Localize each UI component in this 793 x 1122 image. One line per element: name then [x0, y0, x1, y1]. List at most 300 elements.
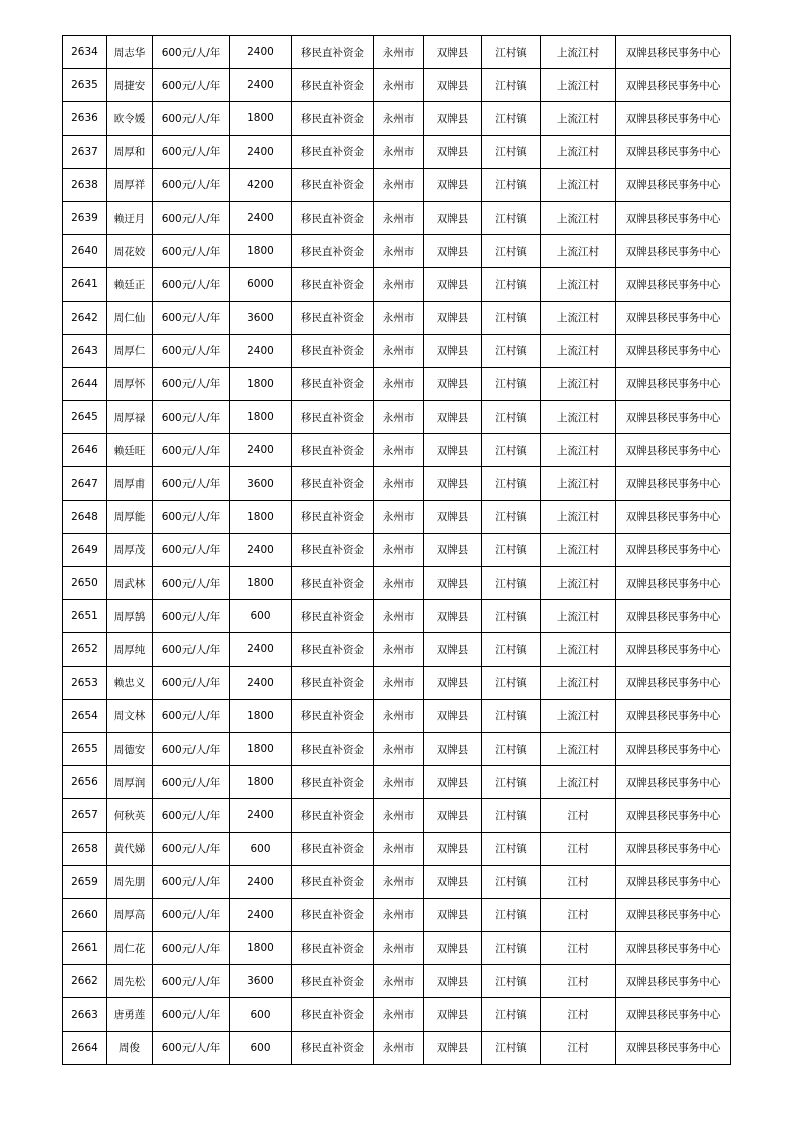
table-row	[63, 766, 731, 799]
agency-cell: 双牌县移民事务中心	[616, 367, 731, 400]
county-cell: 双牌县	[424, 201, 482, 234]
village-cell: 上流江村	[541, 633, 616, 666]
city-cell: 永州市	[374, 567, 424, 600]
amount-cell: 2400	[230, 865, 292, 898]
village-cell: 上流江村	[541, 36, 616, 69]
fund-type-cell: 移民直补资金	[292, 168, 374, 201]
amount-cell: 3600	[230, 467, 292, 500]
table-row	[63, 334, 731, 367]
person-name-cell: 周厚仁	[107, 334, 153, 367]
village-cell: 江村	[541, 865, 616, 898]
city-cell: 永州市	[374, 168, 424, 201]
person-name-cell: 赖忠义	[107, 666, 153, 699]
city-cell: 永州市	[374, 832, 424, 865]
person-name-cell: 周厚鹄	[107, 600, 153, 633]
table-row	[63, 500, 731, 533]
city-cell: 永州市	[374, 799, 424, 832]
person-name-cell: 周厚茂	[107, 533, 153, 566]
agency-cell: 双牌县移民事务中心	[616, 932, 731, 965]
fund-type-cell: 移民直补资金	[292, 666, 374, 699]
amount-cell: 2400	[230, 334, 292, 367]
fund-type-cell: 移民直补资金	[292, 401, 374, 434]
standard-cell: 600元/人/年	[153, 965, 230, 998]
row-number-cell: 2657	[63, 799, 107, 832]
standard-cell: 600元/人/年	[153, 600, 230, 633]
city-cell: 永州市	[374, 434, 424, 467]
agency-cell: 双牌县移民事务中心	[616, 533, 731, 566]
standard-cell: 600元/人/年	[153, 932, 230, 965]
standard-cell: 600元/人/年	[153, 36, 230, 69]
village-cell: 江村	[541, 998, 616, 1031]
standard-cell: 600元/人/年	[153, 467, 230, 500]
row-number-cell: 2659	[63, 865, 107, 898]
town-cell: 江村镇	[482, 965, 541, 998]
amount-cell: 1800	[230, 500, 292, 533]
standard-cell: 600元/人/年	[153, 500, 230, 533]
city-cell: 永州市	[374, 268, 424, 301]
table-row	[63, 998, 731, 1031]
row-number-cell: 2636	[63, 102, 107, 135]
village-cell: 上流江村	[541, 600, 616, 633]
table-row	[63, 666, 731, 699]
city-cell: 永州市	[374, 334, 424, 367]
agency-cell: 双牌县移民事务中心	[616, 666, 731, 699]
agency-cell: 双牌县移民事务中心	[616, 766, 731, 799]
table-row	[63, 932, 731, 965]
standard-cell: 600元/人/年	[153, 334, 230, 367]
row-number-cell: 2648	[63, 500, 107, 533]
row-number-cell: 2660	[63, 898, 107, 931]
person-name-cell: 周厚纯	[107, 633, 153, 666]
amount-cell: 2400	[230, 898, 292, 931]
person-name-cell: 周仁花	[107, 932, 153, 965]
table-row	[63, 567, 731, 600]
standard-cell: 600元/人/年	[153, 699, 230, 732]
fund-type-cell: 移民直补资金	[292, 998, 374, 1031]
town-cell: 江村镇	[482, 268, 541, 301]
agency-cell: 双牌县移民事务中心	[616, 467, 731, 500]
city-cell: 永州市	[374, 898, 424, 931]
town-cell: 江村镇	[482, 301, 541, 334]
city-cell: 永州市	[374, 467, 424, 500]
person-name-cell: 赖迂月	[107, 201, 153, 234]
agency-cell: 双牌县移民事务中心	[616, 865, 731, 898]
village-cell: 上流江村	[541, 666, 616, 699]
fund-type-cell: 移民直补资金	[292, 732, 374, 765]
city-cell: 永州市	[374, 600, 424, 633]
standard-cell: 600元/人/年	[153, 367, 230, 400]
city-cell: 永州市	[374, 932, 424, 965]
person-name-cell: 周厚怀	[107, 367, 153, 400]
amount-cell: 2400	[230, 36, 292, 69]
fund-type-cell: 移民直补资金	[292, 965, 374, 998]
county-cell: 双牌县	[424, 301, 482, 334]
city-cell: 永州市	[374, 865, 424, 898]
row-number-cell: 2651	[63, 600, 107, 633]
table-row	[63, 301, 731, 334]
fund-type-cell: 移民直补资金	[292, 36, 374, 69]
county-cell: 双牌县	[424, 36, 482, 69]
fund-type-cell: 移民直补资金	[292, 268, 374, 301]
village-cell: 上流江村	[541, 533, 616, 566]
standard-cell: 600元/人/年	[153, 898, 230, 931]
amount-cell: 6000	[230, 268, 292, 301]
table-row	[63, 268, 731, 301]
table-row	[63, 102, 731, 135]
agency-cell: 双牌县移民事务中心	[616, 36, 731, 69]
table-row	[63, 36, 731, 69]
city-cell: 永州市	[374, 998, 424, 1031]
village-cell: 江村	[541, 898, 616, 931]
city-cell: 永州市	[374, 1031, 424, 1064]
table-row	[63, 965, 731, 998]
town-cell: 江村镇	[482, 235, 541, 268]
village-cell: 江村	[541, 799, 616, 832]
city-cell: 永州市	[374, 301, 424, 334]
row-number-cell: 2641	[63, 268, 107, 301]
village-cell: 上流江村	[541, 168, 616, 201]
county-cell: 双牌县	[424, 401, 482, 434]
amount-cell: 1800	[230, 102, 292, 135]
table-row	[63, 799, 731, 832]
person-name-cell: 唐勇莲	[107, 998, 153, 1031]
county-cell: 双牌县	[424, 500, 482, 533]
agency-cell: 双牌县移民事务中心	[616, 965, 731, 998]
village-cell: 上流江村	[541, 334, 616, 367]
village-cell: 上流江村	[541, 434, 616, 467]
town-cell: 江村镇	[482, 401, 541, 434]
table-row	[63, 633, 731, 666]
fund-type-cell: 移民直补资金	[292, 898, 374, 931]
town-cell: 江村镇	[482, 334, 541, 367]
county-cell: 双牌县	[424, 600, 482, 633]
town-cell: 江村镇	[482, 865, 541, 898]
agency-cell: 双牌县移民事务中心	[616, 69, 731, 102]
person-name-cell: 周武林	[107, 567, 153, 600]
row-number-cell: 2663	[63, 998, 107, 1031]
row-number-cell: 2646	[63, 434, 107, 467]
row-number-cell: 2662	[63, 965, 107, 998]
fund-type-cell: 移民直补资金	[292, 301, 374, 334]
town-cell: 江村镇	[482, 699, 541, 732]
amount-cell: 2400	[230, 201, 292, 234]
row-number-cell: 2650	[63, 567, 107, 600]
village-cell: 上流江村	[541, 268, 616, 301]
county-cell: 双牌县	[424, 898, 482, 931]
town-cell: 江村镇	[482, 832, 541, 865]
agency-cell: 双牌县移民事务中心	[616, 301, 731, 334]
town-cell: 江村镇	[482, 168, 541, 201]
fund-type-cell: 移民直补资金	[292, 434, 374, 467]
amount-cell: 2400	[230, 633, 292, 666]
city-cell: 永州市	[374, 401, 424, 434]
village-cell: 江村	[541, 932, 616, 965]
row-number-cell: 2634	[63, 36, 107, 69]
row-number-cell: 2655	[63, 732, 107, 765]
city-cell: 永州市	[374, 500, 424, 533]
village-cell: 上流江村	[541, 732, 616, 765]
agency-cell: 双牌县移民事务中心	[616, 434, 731, 467]
fund-type-cell: 移民直补资金	[292, 600, 374, 633]
county-cell: 双牌县	[424, 533, 482, 566]
town-cell: 江村镇	[482, 69, 541, 102]
amount-cell: 1800	[230, 699, 292, 732]
table-row	[63, 467, 731, 500]
town-cell: 江村镇	[482, 102, 541, 135]
agency-cell: 双牌县移民事务中心	[616, 832, 731, 865]
county-cell: 双牌县	[424, 932, 482, 965]
standard-cell: 600元/人/年	[153, 168, 230, 201]
person-name-cell: 周厚甫	[107, 467, 153, 500]
amount-cell: 4200	[230, 168, 292, 201]
city-cell: 永州市	[374, 633, 424, 666]
village-cell: 江村	[541, 1031, 616, 1064]
standard-cell: 600元/人/年	[153, 301, 230, 334]
city-cell: 永州市	[374, 766, 424, 799]
person-name-cell: 何秋英	[107, 799, 153, 832]
amount-cell: 3600	[230, 301, 292, 334]
standard-cell: 600元/人/年	[153, 666, 230, 699]
person-name-cell: 周厚能	[107, 500, 153, 533]
table-row	[63, 898, 731, 931]
agency-cell: 双牌县移民事务中心	[616, 799, 731, 832]
village-cell: 上流江村	[541, 102, 616, 135]
village-cell: 江村	[541, 965, 616, 998]
county-cell: 双牌县	[424, 832, 482, 865]
table-row	[63, 201, 731, 234]
agency-cell: 双牌县移民事务中心	[616, 898, 731, 931]
standard-cell: 600元/人/年	[153, 533, 230, 566]
fund-type-cell: 移民直补资金	[292, 766, 374, 799]
county-cell: 双牌县	[424, 102, 482, 135]
county-cell: 双牌县	[424, 135, 482, 168]
village-cell: 上流江村	[541, 467, 616, 500]
amount-cell: 2400	[230, 135, 292, 168]
row-number-cell: 2652	[63, 633, 107, 666]
table-row	[63, 533, 731, 566]
agency-cell: 双牌县移民事务中心	[616, 235, 731, 268]
city-cell: 永州市	[374, 69, 424, 102]
row-number-cell: 2664	[63, 1031, 107, 1064]
town-cell: 江村镇	[482, 1031, 541, 1064]
row-number-cell: 2656	[63, 766, 107, 799]
row-number-cell: 2647	[63, 467, 107, 500]
county-cell: 双牌县	[424, 467, 482, 500]
person-name-cell: 周仁仙	[107, 301, 153, 334]
standard-cell: 600元/人/年	[153, 401, 230, 434]
table-row	[63, 832, 731, 865]
amount-cell: 1800	[230, 766, 292, 799]
row-number-cell: 2642	[63, 301, 107, 334]
row-number-cell: 2645	[63, 401, 107, 434]
village-cell: 上流江村	[541, 699, 616, 732]
county-cell: 双牌县	[424, 434, 482, 467]
county-cell: 双牌县	[424, 567, 482, 600]
agency-cell: 双牌县移民事务中心	[616, 567, 731, 600]
fund-type-cell: 移民直补资金	[292, 467, 374, 500]
county-cell: 双牌县	[424, 633, 482, 666]
table-row	[63, 865, 731, 898]
city-cell: 永州市	[374, 699, 424, 732]
town-cell: 江村镇	[482, 666, 541, 699]
fund-type-cell: 移民直补资金	[292, 235, 374, 268]
row-number-cell: 2654	[63, 699, 107, 732]
person-name-cell: 周俊	[107, 1031, 153, 1064]
row-number-cell: 2658	[63, 832, 107, 865]
standard-cell: 600元/人/年	[153, 135, 230, 168]
row-number-cell: 2661	[63, 932, 107, 965]
amount-cell: 2400	[230, 666, 292, 699]
standard-cell: 600元/人/年	[153, 434, 230, 467]
fund-type-cell: 移民直补资金	[292, 533, 374, 566]
person-name-cell: 周先朋	[107, 865, 153, 898]
city-cell: 永州市	[374, 666, 424, 699]
row-number-cell: 2643	[63, 334, 107, 367]
standard-cell: 600元/人/年	[153, 732, 230, 765]
town-cell: 江村镇	[482, 201, 541, 234]
agency-cell: 双牌县移民事务中心	[616, 600, 731, 633]
amount-cell: 1800	[230, 401, 292, 434]
person-name-cell: 周厚禄	[107, 401, 153, 434]
agency-cell: 双牌县移民事务中心	[616, 401, 731, 434]
agency-cell: 双牌县移民事务中心	[616, 268, 731, 301]
county-cell: 双牌县	[424, 367, 482, 400]
amount-cell: 3600	[230, 965, 292, 998]
agency-cell: 双牌县移民事务中心	[616, 168, 731, 201]
person-name-cell: 周先松	[107, 965, 153, 998]
standard-cell: 600元/人/年	[153, 567, 230, 600]
table-row	[63, 401, 731, 434]
person-name-cell: 周厚祥	[107, 168, 153, 201]
fund-type-cell: 移民直补资金	[292, 102, 374, 135]
village-cell: 上流江村	[541, 135, 616, 168]
city-cell: 永州市	[374, 201, 424, 234]
row-number-cell: 2639	[63, 201, 107, 234]
town-cell: 江村镇	[482, 932, 541, 965]
table-body	[63, 36, 731, 1065]
standard-cell: 600元/人/年	[153, 799, 230, 832]
amount-cell: 600	[230, 832, 292, 865]
village-cell: 上流江村	[541, 567, 616, 600]
person-name-cell: 黄代娣	[107, 832, 153, 865]
amount-cell: 1800	[230, 567, 292, 600]
town-cell: 江村镇	[482, 467, 541, 500]
amount-cell: 1800	[230, 235, 292, 268]
standard-cell: 600元/人/年	[153, 1031, 230, 1064]
county-cell: 双牌县	[424, 666, 482, 699]
standard-cell: 600元/人/年	[153, 69, 230, 102]
row-number-cell: 2638	[63, 168, 107, 201]
town-cell: 江村镇	[482, 766, 541, 799]
county-cell: 双牌县	[424, 965, 482, 998]
standard-cell: 600元/人/年	[153, 235, 230, 268]
table-row	[63, 69, 731, 102]
standard-cell: 600元/人/年	[153, 633, 230, 666]
row-number-cell: 2649	[63, 533, 107, 566]
county-cell: 双牌县	[424, 998, 482, 1031]
table-row	[63, 168, 731, 201]
county-cell: 双牌县	[424, 1031, 482, 1064]
agency-cell: 双牌县移民事务中心	[616, 201, 731, 234]
agency-cell: 双牌县移民事务中心	[616, 500, 731, 533]
county-cell: 双牌县	[424, 235, 482, 268]
village-cell: 上流江村	[541, 69, 616, 102]
amount-cell: 2400	[230, 799, 292, 832]
fund-type-cell: 移民直补资金	[292, 135, 374, 168]
county-cell: 双牌县	[424, 865, 482, 898]
town-cell: 江村镇	[482, 500, 541, 533]
row-number-cell: 2644	[63, 367, 107, 400]
person-name-cell: 周厚高	[107, 898, 153, 931]
standard-cell: 600元/人/年	[153, 268, 230, 301]
village-cell: 上流江村	[541, 201, 616, 234]
town-cell: 江村镇	[482, 36, 541, 69]
person-name-cell: 周花姣	[107, 235, 153, 268]
village-cell: 上流江村	[541, 367, 616, 400]
person-name-cell: 周捷安	[107, 69, 153, 102]
person-name-cell: 周志华	[107, 36, 153, 69]
county-cell: 双牌县	[424, 69, 482, 102]
standard-cell: 600元/人/年	[153, 766, 230, 799]
town-cell: 江村镇	[482, 633, 541, 666]
town-cell: 江村镇	[482, 732, 541, 765]
town-cell: 江村镇	[482, 434, 541, 467]
table-row	[63, 135, 731, 168]
row-number-cell: 2637	[63, 135, 107, 168]
amount-cell: 600	[230, 600, 292, 633]
amount-cell: 1800	[230, 732, 292, 765]
person-name-cell: 周德安	[107, 732, 153, 765]
person-name-cell: 周厚润	[107, 766, 153, 799]
fund-type-cell: 移民直补资金	[292, 699, 374, 732]
town-cell: 江村镇	[482, 367, 541, 400]
town-cell: 江村镇	[482, 799, 541, 832]
fund-type-cell: 移民直补资金	[292, 799, 374, 832]
subsidy-table	[62, 35, 731, 1065]
city-cell: 永州市	[374, 235, 424, 268]
village-cell: 上流江村	[541, 401, 616, 434]
town-cell: 江村镇	[482, 533, 541, 566]
county-cell: 双牌县	[424, 268, 482, 301]
table-row	[63, 235, 731, 268]
fund-type-cell: 移民直补资金	[292, 832, 374, 865]
fund-type-cell: 移民直补资金	[292, 932, 374, 965]
county-cell: 双牌县	[424, 766, 482, 799]
fund-type-cell: 移民直补资金	[292, 367, 374, 400]
fund-type-cell: 移民直补资金	[292, 69, 374, 102]
amount-cell: 600	[230, 1031, 292, 1064]
fund-type-cell: 移民直补资金	[292, 567, 374, 600]
agency-cell: 双牌县移民事务中心	[616, 102, 731, 135]
standard-cell: 600元/人/年	[153, 102, 230, 135]
town-cell: 江村镇	[482, 898, 541, 931]
person-name-cell: 赖廷正	[107, 268, 153, 301]
amount-cell: 1800	[230, 932, 292, 965]
agency-cell: 双牌县移民事务中心	[616, 334, 731, 367]
amount-cell: 2400	[230, 533, 292, 566]
agency-cell: 双牌县移民事务中心	[616, 633, 731, 666]
agency-cell: 双牌县移民事务中心	[616, 135, 731, 168]
village-cell: 江村	[541, 832, 616, 865]
fund-type-cell: 移民直补资金	[292, 633, 374, 666]
person-name-cell: 赖廷旺	[107, 434, 153, 467]
person-name-cell: 周文林	[107, 699, 153, 732]
city-cell: 永州市	[374, 533, 424, 566]
table-row	[63, 699, 731, 732]
standard-cell: 600元/人/年	[153, 865, 230, 898]
amount-cell: 2400	[230, 69, 292, 102]
agency-cell: 双牌县移民事务中心	[616, 1031, 731, 1064]
